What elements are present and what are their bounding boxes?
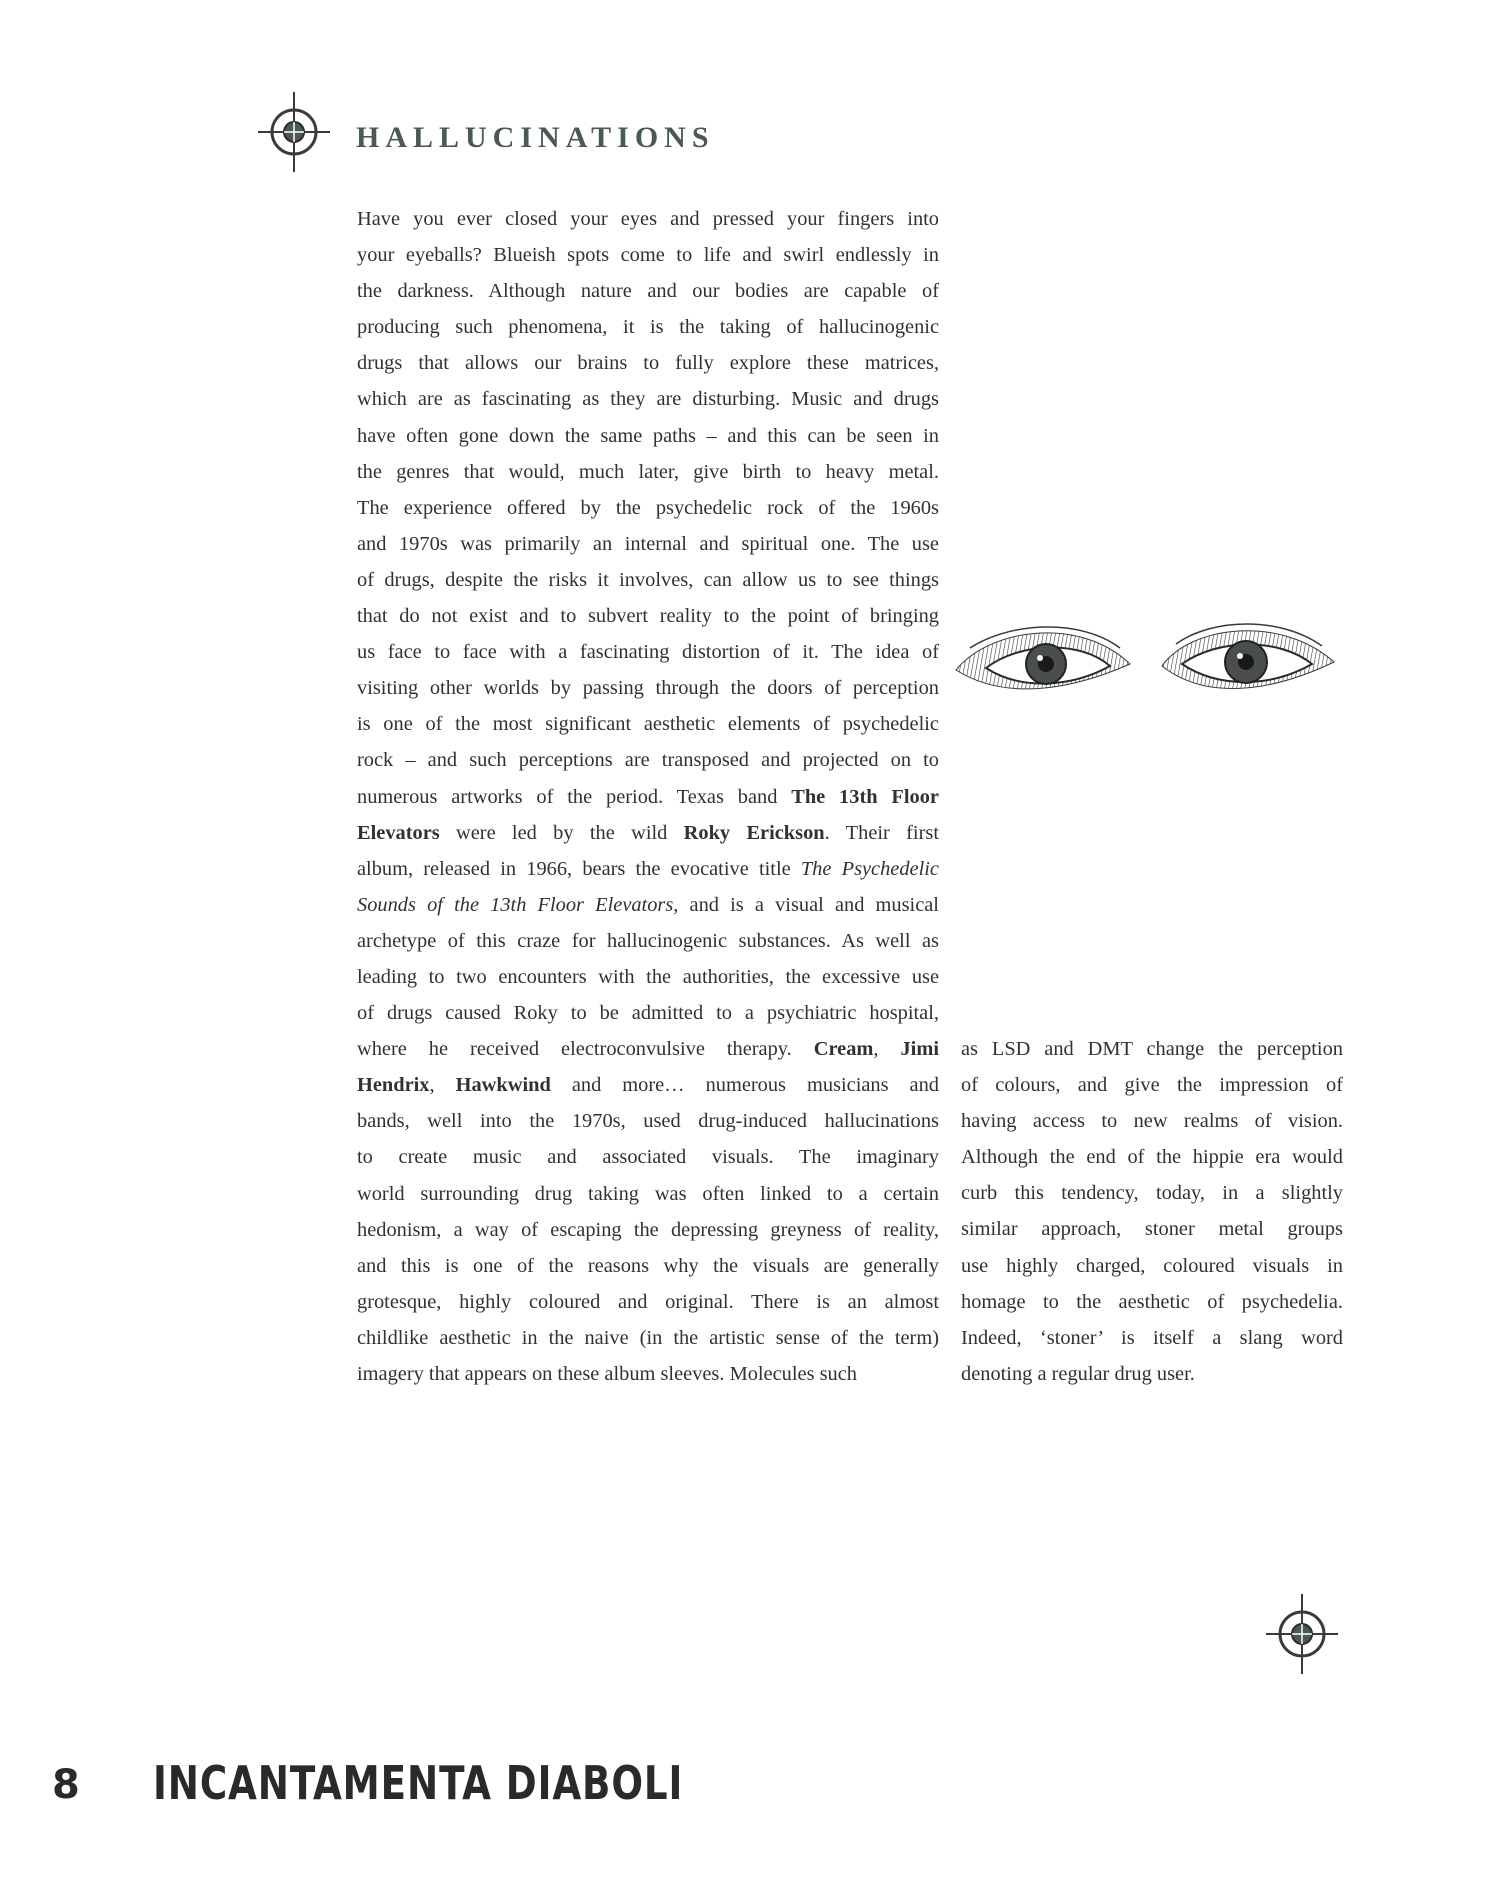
text-run: denoting a regular drug user. [961, 1362, 1195, 1385]
text-line [961, 1103, 1343, 1139]
text-line [961, 1248, 1343, 1284]
text-line [357, 345, 939, 381]
text-run: , and is a visual and musical [673, 893, 939, 916]
text-line [357, 273, 939, 309]
text-run: bands, well into the 1970s, used drug-induced hallucinations [357, 1110, 939, 1133]
text-run: visiting other worlds by passing through the doors of perception [357, 677, 939, 700]
text-run: . Their first [824, 821, 939, 844]
left-eye-icon [956, 627, 1130, 689]
text-line [357, 959, 939, 995]
text-run: the genres that would, much later, give birth to heavy metal. [357, 460, 939, 483]
text-line [961, 1067, 1343, 1103]
text-run: imagery that appears on these album sleeves. Molecules such [357, 1363, 857, 1385]
text-run: , [873, 1038, 901, 1061]
bold-name: Roky Erickson [683, 821, 825, 844]
text-run: Indeed, ‘stoner’ is itself a slang word [961, 1326, 1343, 1349]
text-line [357, 490, 939, 526]
text-run: of colours, and give the impression of [961, 1074, 1343, 1097]
text-run: and this is one of the reasons why the visuals are generally [357, 1254, 939, 1277]
text-line [357, 237, 939, 273]
text-line [961, 1211, 1343, 1247]
text-run: childlike aesthetic in the naive (in the artistic sense of the term) [357, 1326, 939, 1349]
text-line [357, 923, 939, 959]
text-run: which are as fascinating as they are disturbing. Music and drugs [357, 388, 939, 411]
text-line [357, 381, 939, 417]
text-line [357, 779, 939, 815]
text-run: homage to the aesthetic of psychedelia. [961, 1290, 1343, 1313]
text-run: world surrounding drug taking was often linked to a certain [357, 1182, 939, 1205]
book-title: INCANTAMENTA DIABOLI [153, 1756, 684, 1810]
bold-name: Jimi [900, 1038, 939, 1061]
text-line [357, 1248, 939, 1284]
text-run: drugs that allows our brains to fully explore these matrices, [357, 352, 939, 375]
text-run: your eyeballs? Blueish spots come to life and swirl endlessly in [357, 244, 939, 267]
text-run: the darkness. Although nature and our bodies are capable of [357, 280, 939, 303]
text-line [357, 1320, 939, 1356]
text-run: similar approach, stoner metal groups [961, 1218, 1343, 1241]
eyes-illustration [950, 608, 1340, 718]
text-run: Have you ever closed your eyes and pressed your fingers into [357, 208, 939, 230]
text-run: where he received electroconvulsive therapy. [357, 1038, 814, 1061]
text-line [961, 1175, 1343, 1211]
body-column-left [357, 201, 939, 1392]
text-run: that do not exist and to subvert reality to the point of bringing [357, 605, 939, 628]
text-line [357, 201, 939, 237]
text-run: numerous artworks of the period. Texas band [357, 785, 792, 808]
bold-name: The 13th Floor [791, 785, 939, 808]
text-run: use highly charged, coloured visuals in [961, 1254, 1343, 1277]
text-run: grotesque, highly coloured and original. There is an almost [357, 1290, 939, 1313]
text-run: archetype of this craze for hallucinogenic substances. As well as [357, 929, 939, 952]
text-run: were led by the wild [439, 821, 684, 844]
bold-name: Hendrix [357, 1074, 430, 1097]
text-line [357, 562, 939, 598]
text-line [357, 742, 939, 778]
text-run: and 1970s was primarily an internal and spiritual one. The use [357, 532, 939, 555]
text-line [357, 851, 939, 887]
text-run: have often gone down the same paths – and this can be seen in [357, 424, 939, 447]
text-line [961, 1031, 1343, 1067]
text-run: curb this tendency, today, in a slightly [961, 1182, 1343, 1205]
text-line [357, 1067, 939, 1103]
text-run: to create music and associated visuals. The imaginary [357, 1146, 939, 1169]
text-line [961, 1284, 1343, 1320]
text-run: is one of the most significant aesthetic elements of psychedelic [357, 713, 939, 736]
text-line [357, 887, 939, 923]
text-run: of drugs caused Roky to be admitted to a psychiatric hospital, [357, 1002, 939, 1025]
text-run: rock – and such perceptions are transposed and projected on to [357, 749, 939, 772]
text-run: as LSD and DMT change the perception [961, 1038, 1343, 1060]
text-line [357, 454, 939, 490]
text-line [961, 1356, 1343, 1392]
text-line [357, 526, 939, 562]
text-run: having access to new realms of vision. [961, 1110, 1343, 1133]
text-line [357, 634, 939, 670]
bold-name: Hawkwind [455, 1074, 551, 1097]
text-run: hedonism, a way of escaping the depressing greyness of reality, [357, 1218, 939, 1241]
text-run: Although the end of the hippie era would [961, 1146, 1343, 1169]
text-line [357, 1176, 939, 1212]
text-line [961, 1320, 1343, 1356]
text-line [961, 1139, 1343, 1175]
text-line [357, 1212, 939, 1248]
text-run: producing such phenomena, it is the taking of hallucinogenic [357, 316, 939, 339]
text-line [357, 598, 939, 634]
text-run: us face to face with a fascinating distortion of it. The idea of [357, 641, 939, 664]
body-column-right [961, 1031, 1343, 1392]
text-line [357, 1139, 939, 1175]
italic-title: Sounds of the 13th Floor Elevators [357, 893, 674, 916]
text-line [357, 670, 939, 706]
text-line [357, 1103, 939, 1139]
text-line [357, 1356, 939, 1392]
text-line [357, 815, 939, 851]
text-line [357, 1031, 939, 1067]
right-eye-icon [1162, 624, 1334, 689]
bold-name: Elevators [357, 821, 440, 844]
text-line [357, 418, 939, 454]
crosshair-icon [256, 88, 332, 176]
text-run: and more… numerous musicians and [550, 1074, 939, 1097]
text-run: The experience offered by the psychedelic rock of the 1960s [357, 496, 939, 519]
page-number: 8 [52, 1762, 80, 1808]
crosshair-icon [1264, 1590, 1340, 1678]
text-line [357, 1284, 939, 1320]
text-line [357, 706, 939, 742]
text-line [357, 995, 939, 1031]
italic-title: The Psychedelic [800, 857, 939, 880]
text-run: , [429, 1074, 456, 1097]
text-run: album, released in 1966, bears the evocative title [357, 857, 801, 880]
text-run: leading to two encounters with the authorities, the excessive use [357, 965, 939, 988]
page-heading: HALLUCINATIONS [356, 121, 715, 154]
text-line [357, 309, 939, 345]
bold-name: Cream [813, 1038, 874, 1061]
text-run: of drugs, despite the risks it involves, can allow us to see things [357, 568, 939, 591]
